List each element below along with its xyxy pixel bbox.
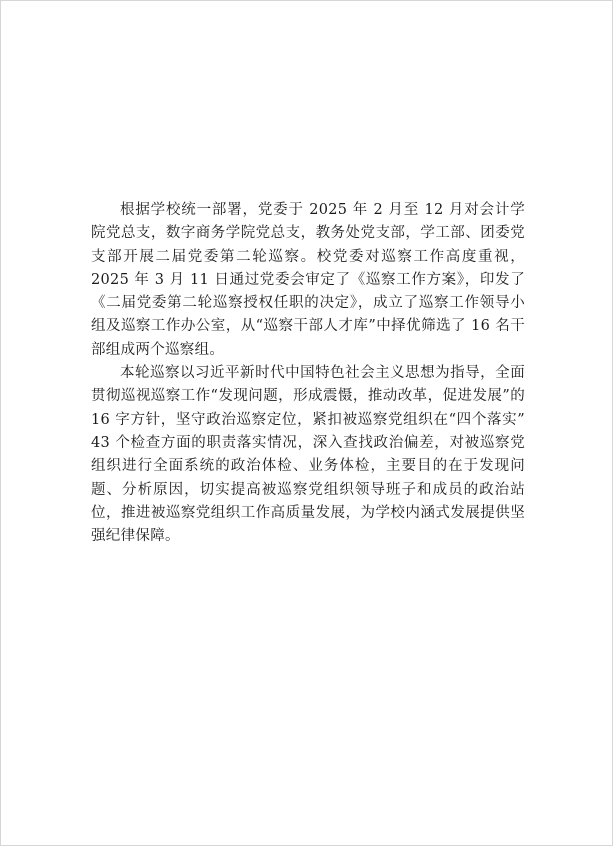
document-body [91,199,525,548]
paragraph-inspection-guidance: 本轮巡察以习近平新时代中国特色社会主义思想为指导，全面贯彻巡视巡察工作“发现问题，形成震慑，推动改革，促进发展”的 16 字方针，坚守政治巡察定位，紧扣被巡察党组织在“四个落实” 43 个检查方面的职责落实情况，深入查找政治偏差，对被巡察党组织进行全面系统的政治体检、业务体检，主要目的在于发现问题、分析原因，切实提高被巡察党组织领导班子和成员的政治站位，推进被巡察党组织工作高质量发展，为学校内涵式发展提供坚强纪律保障。 [91,365,525,545]
paragraph-inspection-arrangement: 根据学校统一部署，党委于 2025 年 2 月至 12 月对会计学院党总支，数字商务学院党总支，教务处党支部，学工部、团委党支部开展二届党委第二轮巡察。校党委对巡察工作高度重视，2025 年 3 月 11 日通过党委会审定了《巡察工作方案》，印发了《二届党委第二轮巡察授权任职的决定》，成立了巡察工作领导小组及巡察工作办公室，从“巡察干部人才库”中择优筛选了 16 名干部组成两个巡察组。 [91,202,525,358]
